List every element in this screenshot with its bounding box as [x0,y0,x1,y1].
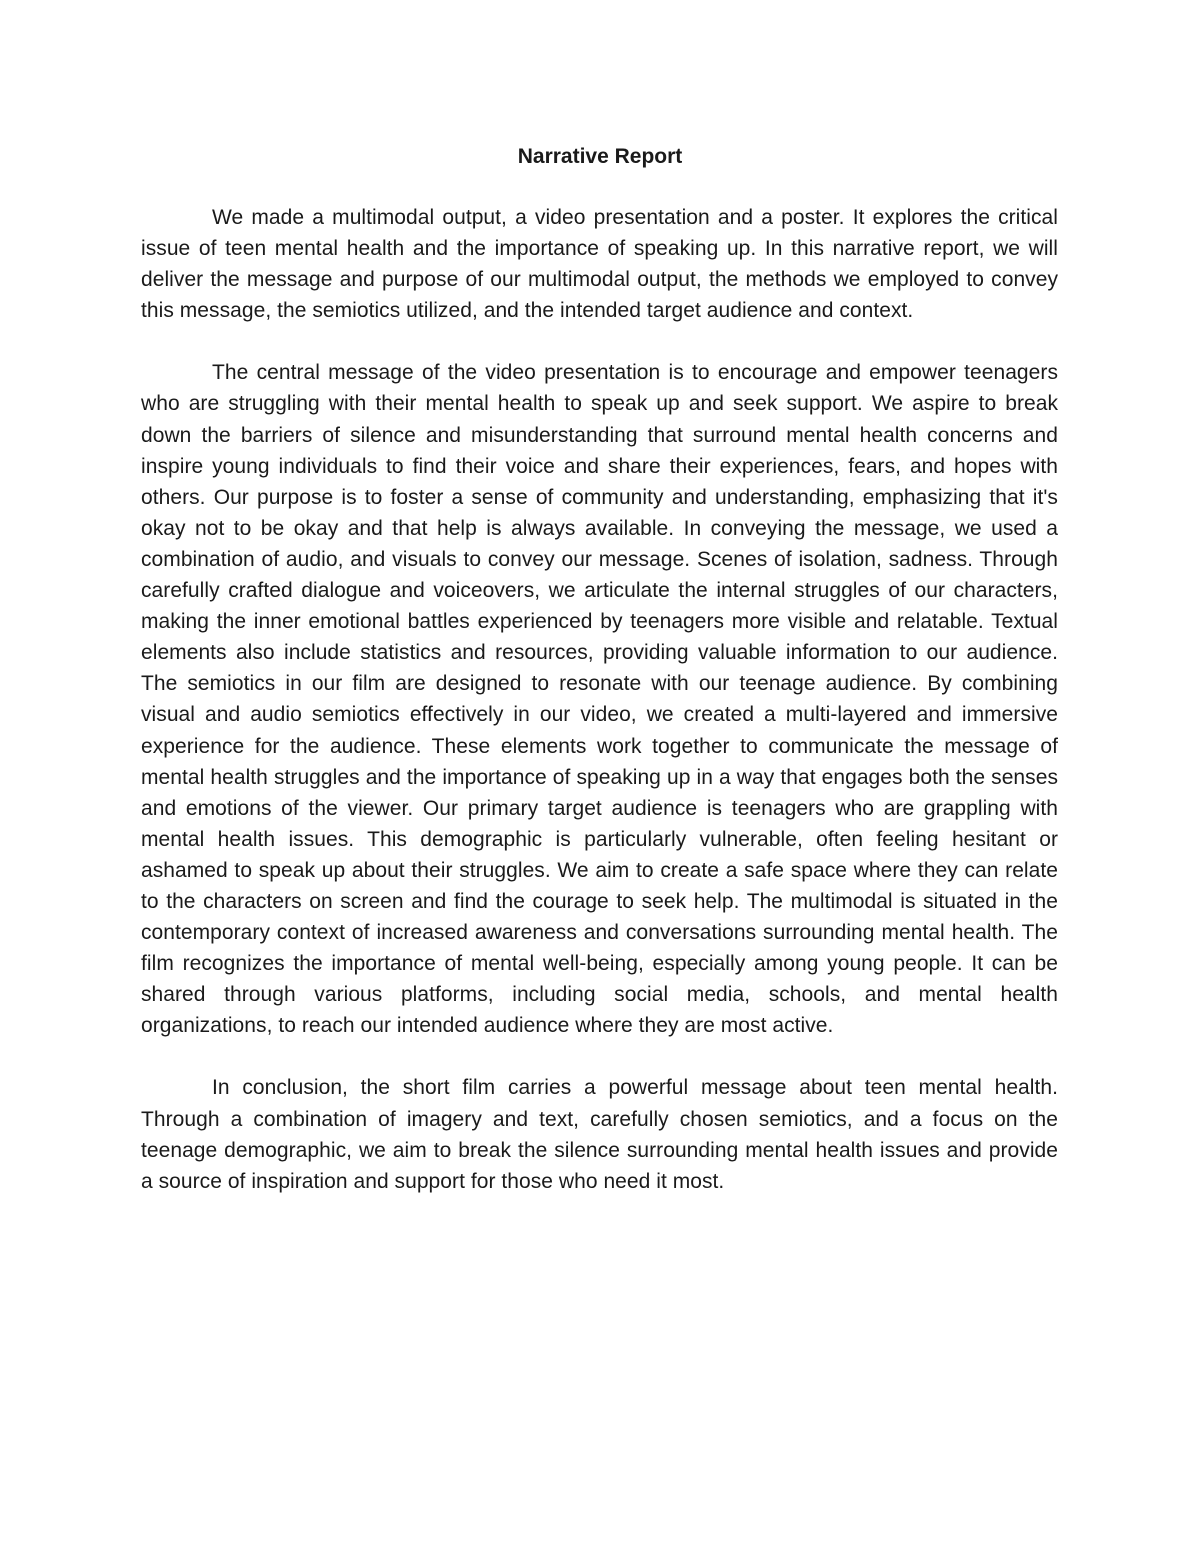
paragraph-main-body: The central message of the video presentation is to encourage and empower teenagers who are struggling with their mental health to speak up and seek support. We aspire to break down the barriers of silence and misunderstanding that surround mental health concerns and inspire young individuals to find their voice and share their experiences, fears, and hopes with others. Our purpose is to foster a sense of community and understanding, emphasizing that it's okay not to be okay and that help is always available. In conveying the message, we used a combination of audio, and visuals to convey our message. Scenes of isolation, sadness. Through carefully crafted dialogue and voiceovers, we articulate the internal struggles of our characters, making the inner emotional battles experienced by teenagers more visible and relatable. Textual elements also include statistics and resources, providing valuable information to our audience. The semiotics in our film are designed to resonate with our teenage audience. By combining visual and audio semiotics effectively in our video, we created a multi-layered and immersive experience for the audience. These elements work together to communicate the message of mental health struggles and the importance of speaking up in a way that engages both the senses and emotions of the viewer. Our primary target audience is teenagers who are grappling with mental health issues. This demographic is particularly vulnerable, often feeling hesitant or ashamed to speak up about their struggles. We aim to create a safe space where they can relate to the characters on screen and find the courage to seek help. The multimodal is situated in the contemporary context of increased awareness and conversations surrounding mental health. The film recognizes the importance of mental well-being, especially among young people. It can be shared through various platforms, including social media, schools, and mental health organizations, to reach our intended audience where they are most active. [141,361,1058,1038]
paragraph-introduction: We made a multimodal output, a video presentation and a poster. It explores the critical issue of teen mental health and the importance of speaking up. In this narrative report, we will deliver the message and purpose of our multimodal output, the methods we employed to convey this message, the semiotics utilized, and the intended target audience and context. [141,206,1058,323]
paragraph-conclusion: In conclusion, the short film carries a powerful message about teen mental health. Through a combination of imagery and text, carefully chosen semiotics, and a focus on the teenage demographic, we aim to break the silence surrounding mental health issues and provide a source of inspiration and support for those who need it most. [141,1076,1058,1193]
document-title: Narrative Report [517,145,683,168]
document-body [141,202,1058,1228]
